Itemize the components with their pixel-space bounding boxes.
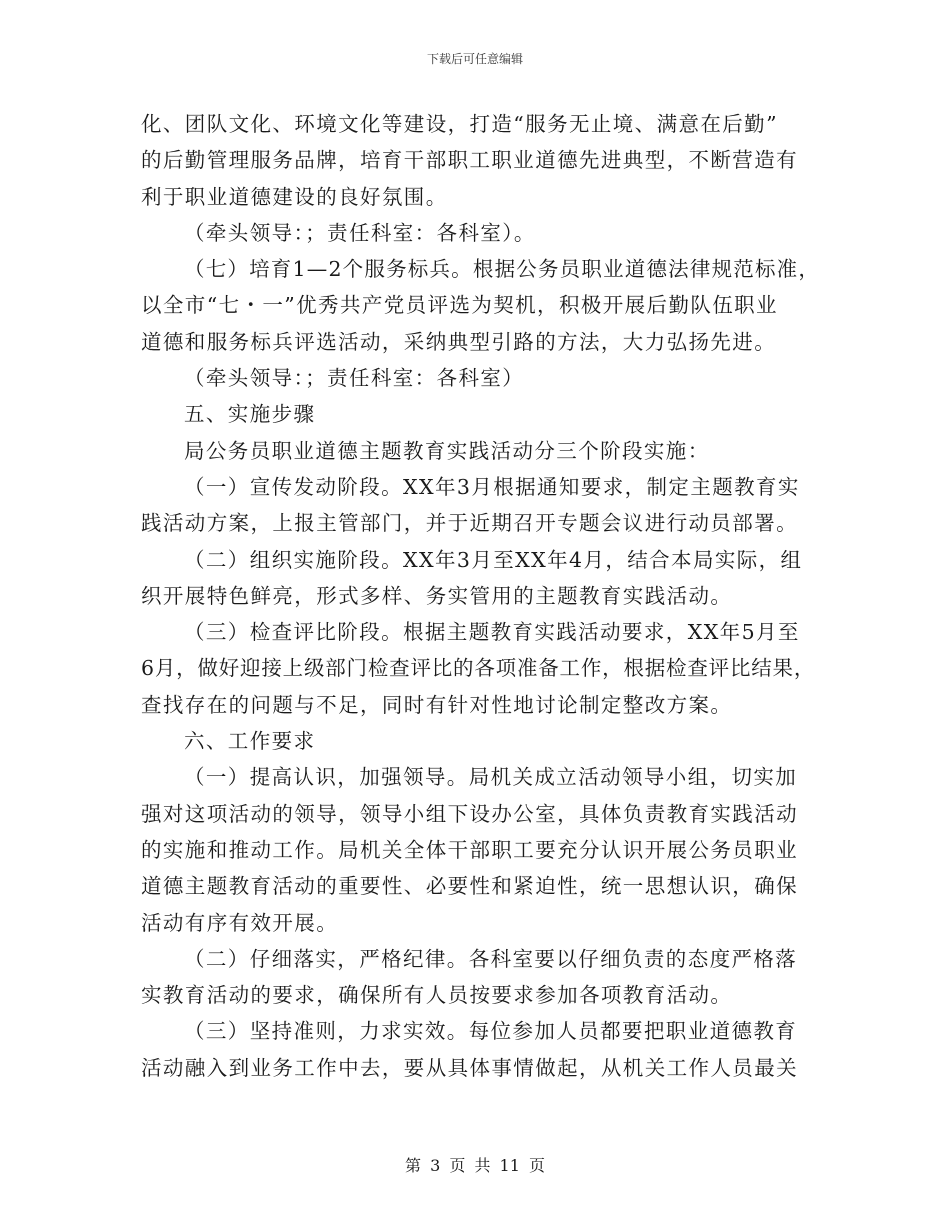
text-line: （一）提高认识，加强领导。局机关成立活动领导小组，切实加 bbox=[184, 765, 798, 790]
text-line: （七）培育1—2个服务标兵。根据公务员职业道德法律规范标准， bbox=[184, 257, 821, 282]
text-line: （牵头领导：；责任科室：各科室）。 bbox=[184, 220, 536, 245]
text-line: 五、实施步骤 bbox=[184, 402, 316, 427]
text-line: 践活动方案，上报主管部门，并于近期召开专题会议进行动员部署。 bbox=[141, 511, 798, 536]
text-line: 活动融入到业务工作中去，要从具体事情做起，从机关工作人员最关 bbox=[141, 1055, 798, 1080]
text-line: 利于职业道德建设的良好氛围。 bbox=[141, 184, 448, 209]
text-line: （二）组织实施阶段。XX年3月至XX年4月，结合本局实际，组 bbox=[184, 547, 803, 572]
text-line: 强对这项活动的领导，领导小组下设办公室，具体负责教育实践活动 bbox=[141, 801, 798, 826]
text-line: 查找存在的问题与不足，同时有针对性地讨论制定整改方案。 bbox=[141, 692, 733, 717]
text-line: 织开展特色鲜亮，形式多样、务实管用的主题教育实践活动。 bbox=[141, 583, 733, 608]
text-line: （三）检查评比阶段。根据主题教育实践活动要求，XX年5月至 bbox=[184, 620, 800, 645]
text-line: 化、团队文化、环境文化等建设，打造“服务无止境、满意在后勤” bbox=[141, 112, 778, 136]
text-line: 局公务员职业道德主题教育实践活动分三个阶段实施： bbox=[184, 438, 710, 463]
page-footer: 第 3 页 共 11 页 bbox=[405, 1156, 545, 1175]
text-line: 的后勤管理服务品牌，培育干部职工职业道德先进典型，不断营造有 bbox=[141, 148, 798, 173]
text-line: （一）宣传发动阶段。XX年3月根据通知要求，制定主题教育实 bbox=[184, 474, 800, 499]
page-header: 下载后可任意编辑 bbox=[426, 52, 523, 66]
text-line: （二）仔细落实，严格纪律。各科室要以仔细负责的态度严格落 bbox=[184, 946, 798, 971]
text-line: 实教育活动的要求，确保所有人员按要求参加各项教育活动。 bbox=[141, 983, 733, 1008]
text-line: 活动有序有效开展。 bbox=[141, 910, 339, 935]
text-line: 道德和服务标兵评选活动，采纳典型引路的方法，大力弘扬先进。 bbox=[141, 329, 777, 354]
text-line: （三）坚持准则，力求实效。每位参加人员都要把职业道德教育 bbox=[184, 1019, 798, 1044]
document-body bbox=[141, 106, 821, 1086]
text-line: 以全市“七・一”优秀共产党员评选为契机，积极开展后勤队伍职业 bbox=[141, 293, 778, 318]
text-line: 的实施和推动工作。局机关全体干部职工要充分认识开展公务员职业 bbox=[141, 837, 798, 862]
text-line: 六、工作要求 bbox=[184, 729, 316, 754]
text-line: 6月，做好迎接上级部门检查评比的各项准备工作，根据检查评比结果， bbox=[141, 656, 816, 681]
text-line: 道德主题教育活动的重要性、必要性和紧迫性，统一思想认识，确保 bbox=[141, 874, 798, 899]
text-line: （牵头领导：；责任科室：各科室） bbox=[184, 366, 525, 391]
